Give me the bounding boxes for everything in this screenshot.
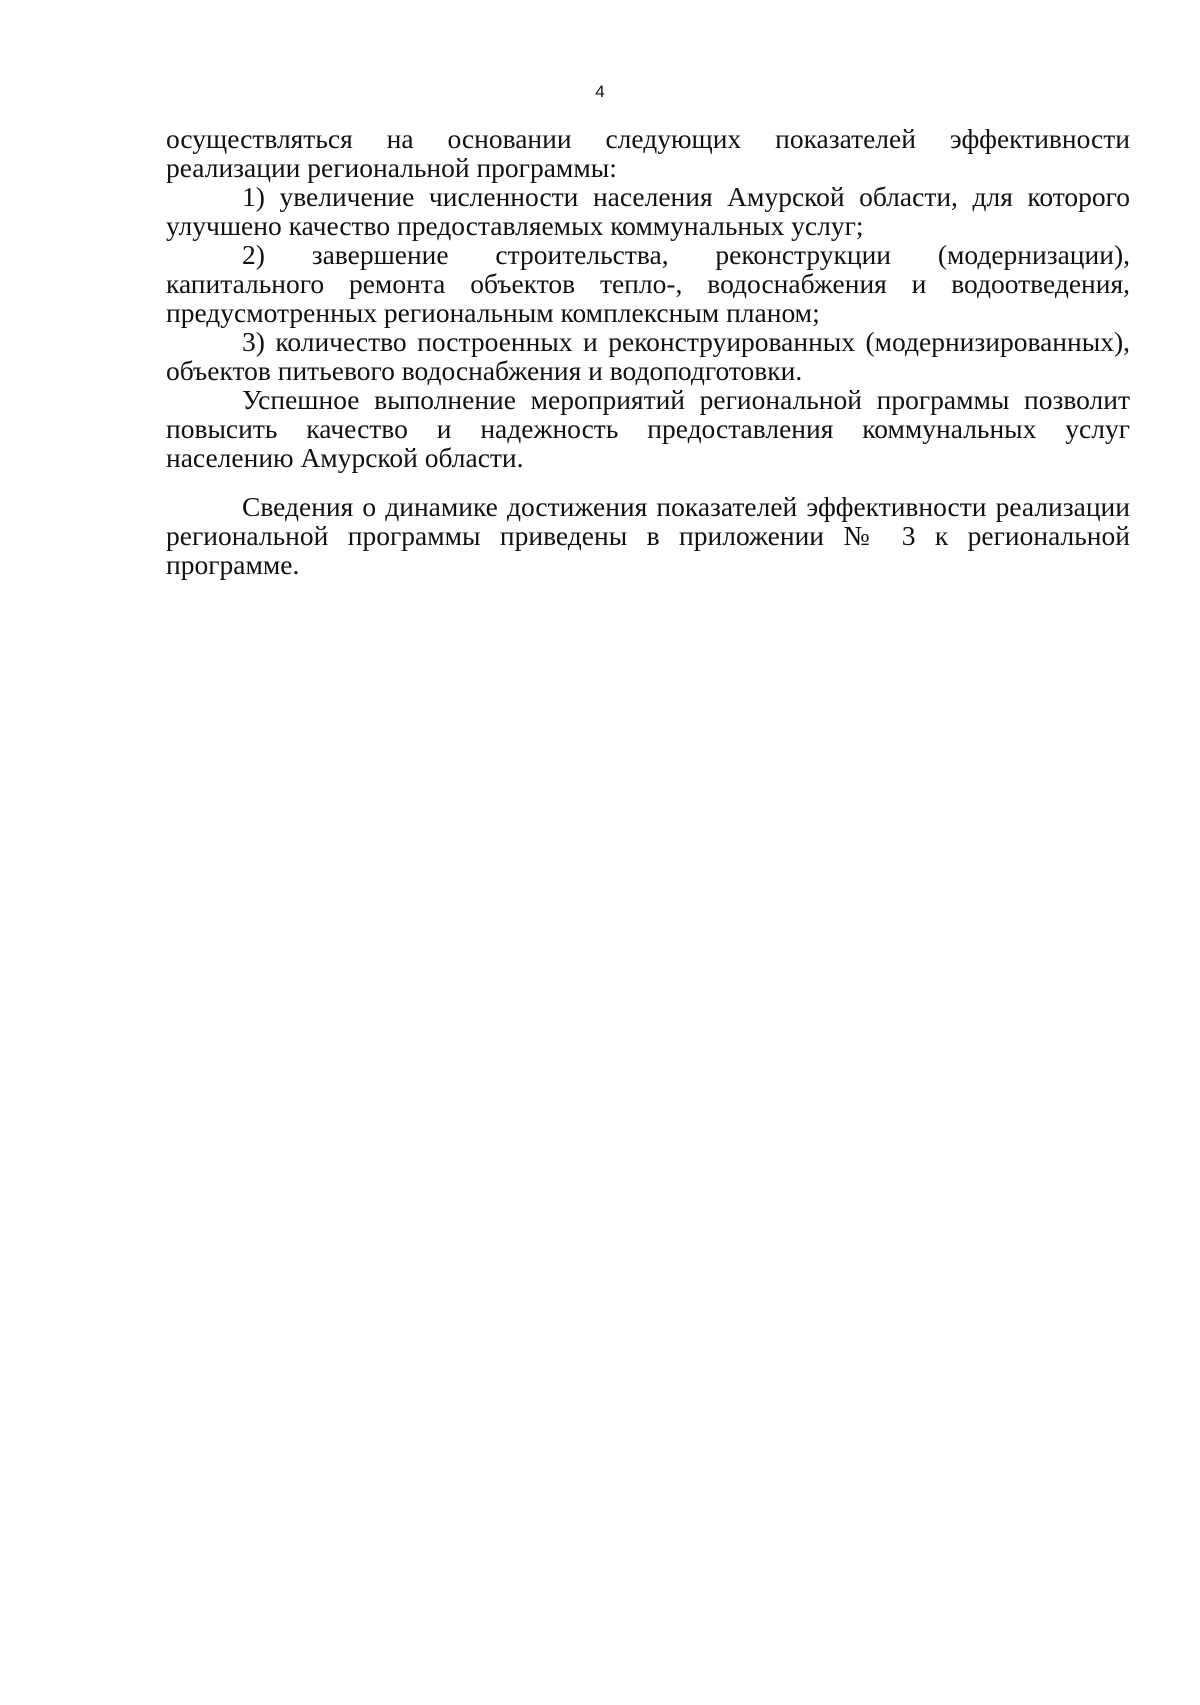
- list-item-1: 1) увеличение численности населения Амурской области, для которого улучшено качество предоставляемых коммунальных услуг;: [166, 181, 1130, 241]
- list-item-2: 2) завершение строительства, реконструкции (модернизации), капитального ремонта объектов тепло-, водоснабжения и водоотведения, предусмотренных региональным комплексным планом;: [166, 239, 1130, 328]
- document-body: [166, 124, 1130, 579]
- paragraph-reference: Сведения о динамике достижения показателей эффективности реализации региональной программы приведены в приложении № 3 к региональной программе.: [166, 491, 1130, 580]
- paragraph-intro: осуществляться на основании следующих показателей эффективности реализации региональной программы:: [166, 123, 1130, 183]
- list-item-3: 3) количество построенных и реконструированных (модернизированных), объектов питьевого водоснабжения и водоподготовки.: [166, 326, 1130, 386]
- paragraph-outcome: Успешное выполнение мероприятий региональной программы позволит повысить качество и надежность предоставления коммунальных услуг населению Амурской области.: [166, 384, 1130, 473]
- page-number: 4: [595, 82, 605, 101]
